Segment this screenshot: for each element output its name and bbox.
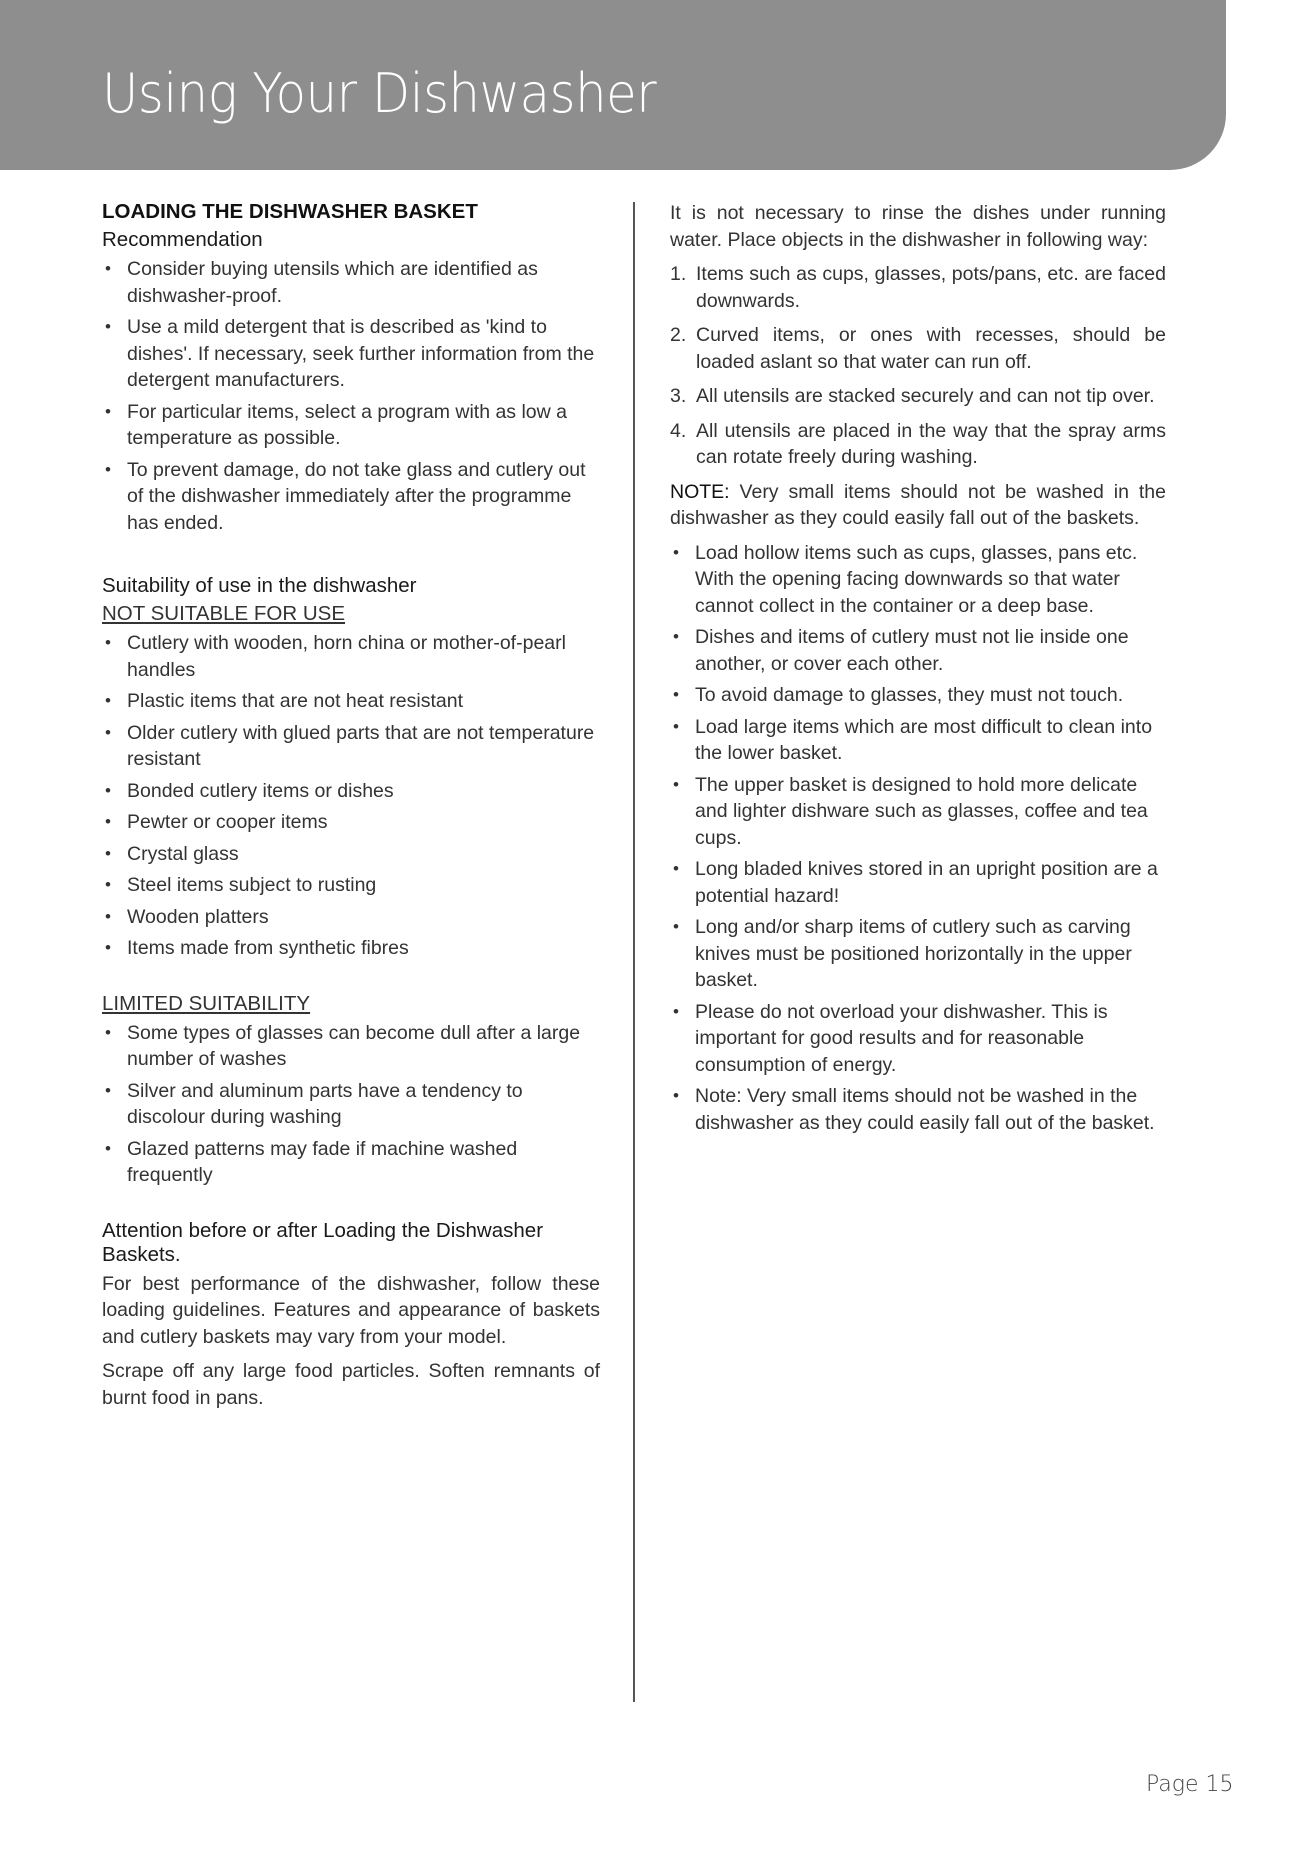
list-item: • Long and/or sharp items of cutlery such as carving knives must be positioned horizontally in the upper basket. [670,914,1166,994]
note-text: Very small items should not be washed in the dishwasher as they could easily fall out of the baskets. [670,480,1166,529]
list-item: • Wooden platters [102,904,600,931]
list-item [670,418,1166,471]
page-title: Using Your Dishwasher [102,62,657,125]
step-number: 2. [670,324,687,346]
list-item [670,322,1166,375]
list-item: • To prevent damage, do not take glass and cutlery out of the dishwasher immediately after the programme has ended. [102,457,600,537]
page-number: Page 15 [1146,1772,1234,1797]
list-item: • Note: Very small items should not be washed in the dishwasher as they could easily fall out of the basket. [670,1083,1166,1136]
list-item: • Please do not overload your dishwasher. This is important for good results and for reasonable consumption of energy. [670,999,1166,1079]
list-item: • Steel items subject to rusting [102,872,600,899]
list-item: • Bonded cutlery items or dishes [102,778,600,805]
left-column [102,200,600,1419]
step-number: 3. [670,385,687,407]
step-text: Curved items, or ones with recesses, should be loaded aslant so that water can run off. [696,324,1166,373]
loading-tips-list [670,540,1166,1137]
list-item: • Silver and aluminum parts have a tendency to discolour during washing [102,1078,600,1131]
attention-paragraph: For best performance of the dishwasher, follow these loading guidelines. Features and appearance of baskets and cutlery baskets may vary from your model. [102,1272,600,1348]
list-item: • Plastic items that are not heat resistant [102,688,600,715]
list-item: • Load large items which are most difficult to clean into the lower basket. [670,714,1166,767]
note-paragraph [670,479,1166,532]
list-item: • The upper basket is designed to hold more delicate and lighter dishware such as glasses, coffee and tea cups. [670,772,1166,852]
list-item: • Consider buying utensils which are identified as dishwasher-proof. [102,256,600,309]
limited-suitability-heading: LIMITED SUITABILITY [102,991,311,1015]
intro-paragraph: It is not necessary to rinse the dishes under running water. Place objects in the dishwasher in following way: [670,202,1166,251]
loading-steps-list [670,261,1166,471]
list-item: • Cutlery with wooden, horn china or mother-of-pearl handles [102,630,600,683]
step-text: All utensils are stacked securely and can not tip over. [696,385,1155,407]
list-item: • Items made from synthetic fibres [102,935,600,962]
note-label: NOTE: [670,480,730,503]
attention-paragraph: Scrape off any large food particles. Soften remnants of burnt food in pans. [102,1360,600,1409]
recommendation-heading: Recommendation [102,228,263,251]
list-item [670,383,1166,410]
list-item: • Dishes and items of cutlery must not lie inside one another, or cover each other. [670,624,1166,677]
section-title: LOADING THE DISHWASHER BASKET [102,200,478,223]
list-item: • Crystal glass [102,841,600,868]
recommendation-list [102,256,600,536]
list-item: • Load hollow items such as cups, glasses, pans etc. With the opening facing downwards so that water cannot collect in the container or a deep base. [670,540,1166,620]
step-number: 4. [670,419,687,442]
right-column [670,200,1166,1141]
step-text: Items such as cups, glasses, pots/pans, etc. are faced downwards. [696,263,1166,312]
column-divider [633,202,635,1702]
suitability-heading: Suitability of use in the dishwasher [102,574,417,597]
list-item: • Glazed patterns may fade if machine washed frequently [102,1136,600,1189]
list-item: • Older cutlery with glued parts that are not temperature resistant [102,720,600,773]
limited-suitability-list [102,1020,600,1189]
step-text: All utensils are placed in the way that the spray arms can rotate freely during washing. [696,419,1166,468]
step-number: 1. [670,263,687,285]
not-suitable-heading: NOT SUITABLE FOR USE [102,602,346,625]
page-header-banner [0,0,1226,170]
list-item [670,261,1166,314]
list-item: • Use a mild detergent that is described as 'kind to dishes'. If necessary, seek further information from the detergent manufacturers. [102,314,600,394]
list-item: • Pewter or cooper items [102,809,600,836]
attention-heading: Attention before or after Loading the Dishwasher Baskets. [102,1218,544,1266]
list-item: • Long bladed knives stored in an upright position are a potential hazard! [670,856,1166,909]
list-item: • Some types of glasses can become dull after a large number of washes [102,1020,600,1073]
list-item: • To avoid damage to glasses, they must not touch. [670,682,1166,709]
not-suitable-list [102,630,600,962]
list-item: • For particular items, select a program with as low a temperature as possible. [102,399,600,452]
